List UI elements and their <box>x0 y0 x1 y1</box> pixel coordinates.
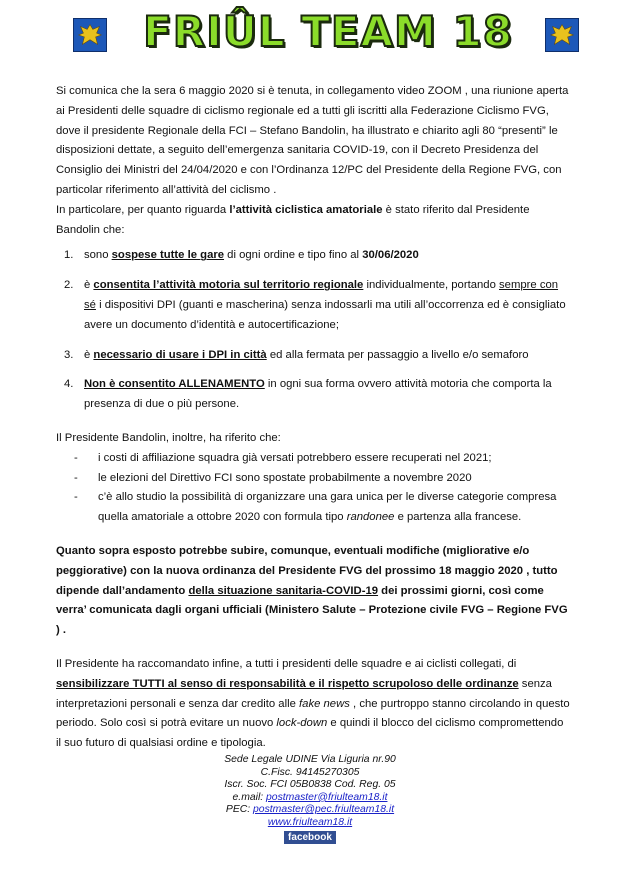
text: è <box>84 348 94 361</box>
text: individualmente, portando <box>363 279 500 292</box>
bold-underlined-text: sensibilizzare TUTTI al senso di responsabilità e il rispetto scrupoloso delle ordinanze <box>56 677 519 690</box>
list-item <box>56 488 571 528</box>
bold-text: l’attività ciclistica amatoriale <box>229 203 383 216</box>
closing-paragraph <box>56 655 571 754</box>
coat-of-arms-eagle-icon <box>545 18 579 52</box>
dash: - <box>74 451 78 464</box>
intro-paragraph: Si comunica che la sera 6 maggio 2020 si è tenuta, in collegamento video ZOOM , una riunione aperta ai Presidenti delle squadre di ciclismo regionale ed a tutti gli iscritti alla Federazione Ciclismo FVG, dove il presidente Regionale della FCI – Stefano Bandolin, ha illustrato e chiarito agli 80 “presenti” le disposizioni dettate, a seguito dell’emergenza sanitaria COVID-19, con il Decreto Presidenza del Consiglio dei Ministri del 24/04/2020 e con l’Ordinanza 12/PC del Presidente della Regione FVG, con particolar riferimento all’attività del ciclismo . <box>56 85 569 196</box>
list-item <box>56 246 571 266</box>
bold-underlined-text: sospese tutte le gare <box>111 249 225 262</box>
text: e partenza alla francese. <box>394 511 522 524</box>
bold-underlined-text: consentita l’attività motoria sul territorio regionale <box>93 279 364 292</box>
text: e quindi il blocco del ciclismo compromettendo il suo futuro di qualsiasi ordine e tipologia. <box>56 717 564 750</box>
text: le elezioni del Direttivo FCI sono spostate probabilmente a novembre 2020 <box>98 471 472 484</box>
also-list <box>56 449 571 528</box>
footer <box>160 754 460 844</box>
header <box>0 0 622 64</box>
bold-text: 30/06/2020 <box>362 249 419 262</box>
footer-fiscal-code: C.Fisc. 94145270305 <box>260 766 360 778</box>
footer-email-line <box>160 792 460 805</box>
list-number: 2. <box>64 279 74 292</box>
text: , che purtroppo stanno circolando in questo periodo. Solo così si potrà evitare un nuovo <box>56 697 570 730</box>
underlined-text: della situazione sanitaria-COVID-19 <box>188 584 379 597</box>
text: sono <box>84 249 112 262</box>
italic-text: randonee <box>346 511 395 524</box>
underlined-text: sempre con sé <box>84 279 559 311</box>
text: è <box>84 279 94 292</box>
dash: - <box>74 491 78 504</box>
italic-text: fake news <box>299 697 350 710</box>
text: ed alla fermata per passaggio a livello e/o semaforo <box>266 348 529 361</box>
footer-address: Sede Legale UDINE Via Liguria nr.90 <box>224 754 396 765</box>
intro-particular <box>56 201 571 241</box>
footer-registration: Iscr. Soc. FCI 05B0838 Cod. Reg. 05 <box>224 779 396 791</box>
list-number: 3. <box>64 348 74 361</box>
text: in ogni sua forma ovvero attività motoria che comporta la presenza di due o più persone. <box>84 378 552 411</box>
page-title: FRIÛL TEAM 18 <box>143 7 513 56</box>
text: di ogni ordine e tipo fino al <box>224 249 363 262</box>
pec-link[interactable]: postmaster@pec.friulteam18.it <box>253 804 395 816</box>
text: dei prossimi giorni, così come verra’ comunicata dagli organi ufficiali (Ministero Salute – Protezione civile FVG – Regione FVG ) . <box>56 584 568 637</box>
document-body <box>56 82 571 754</box>
text: i costi di affiliazione squadra già versati potrebbero essere recuperati nel 2021; <box>98 451 492 464</box>
list-item <box>56 276 571 335</box>
label: e.mail: <box>232 791 267 803</box>
facebook-link[interactable]: facebook <box>284 831 336 844</box>
coat-of-arms-eagle-icon <box>73 18 107 52</box>
italic-text: lock-down <box>276 717 328 730</box>
notice-paragraph <box>56 542 571 641</box>
dash: - <box>74 471 78 484</box>
rules-list <box>56 246 571 415</box>
text: Il Presidente ha raccomandato infine, a tutti i presidenti delle squadre e ai ciclisti collegati, di <box>56 657 517 670</box>
list-item <box>56 469 571 489</box>
email-link[interactable]: postmaster@friulteam18.it <box>266 791 388 803</box>
footer-pec-line <box>160 804 460 817</box>
list-number: 4. <box>64 378 74 391</box>
list-item <box>56 449 571 469</box>
bold-underlined-text: necessario di usare i DPI in città <box>93 348 267 361</box>
bold-underlined-text: Non è consentito ALLENAMENTO <box>84 378 265 391</box>
website-link[interactable]: www.friulteam18.it <box>267 816 353 828</box>
list-number: 1. <box>64 249 74 262</box>
list-item <box>56 375 571 415</box>
text: è stato riferito dal Presidente Bandolin che: <box>56 203 530 236</box>
list-item <box>56 346 571 366</box>
text: Quanto sopra esposto potrebbe subire, comunque, eventuali modifiche (migliorative e/o peggiorative) con la nuova ordinanza del Presidente FVG del prossimo 18 maggio 2020 , tutto dipende dall’andamento <box>56 544 558 597</box>
text: In particolare, per quanto riguarda <box>56 203 230 216</box>
also-intro: Il Presidente Bandolin, inoltre, ha riferito che: <box>56 431 281 444</box>
text: senza interpretazioni personali e senza dar credito alle <box>56 677 552 710</box>
text: i dispositivi DPI (guanti e mascherina) senza indossarli ma utili all’occorrenza ed è consigliato avere un documento d’identità e autocertificazione; <box>84 298 566 331</box>
label: PEC: <box>225 804 254 816</box>
text: c’è allo studio la possibilità di organizzare una gara unica per le diverse categorie compresa quella amatoriale a ottobre 2020 con formula tipo <box>98 491 557 524</box>
